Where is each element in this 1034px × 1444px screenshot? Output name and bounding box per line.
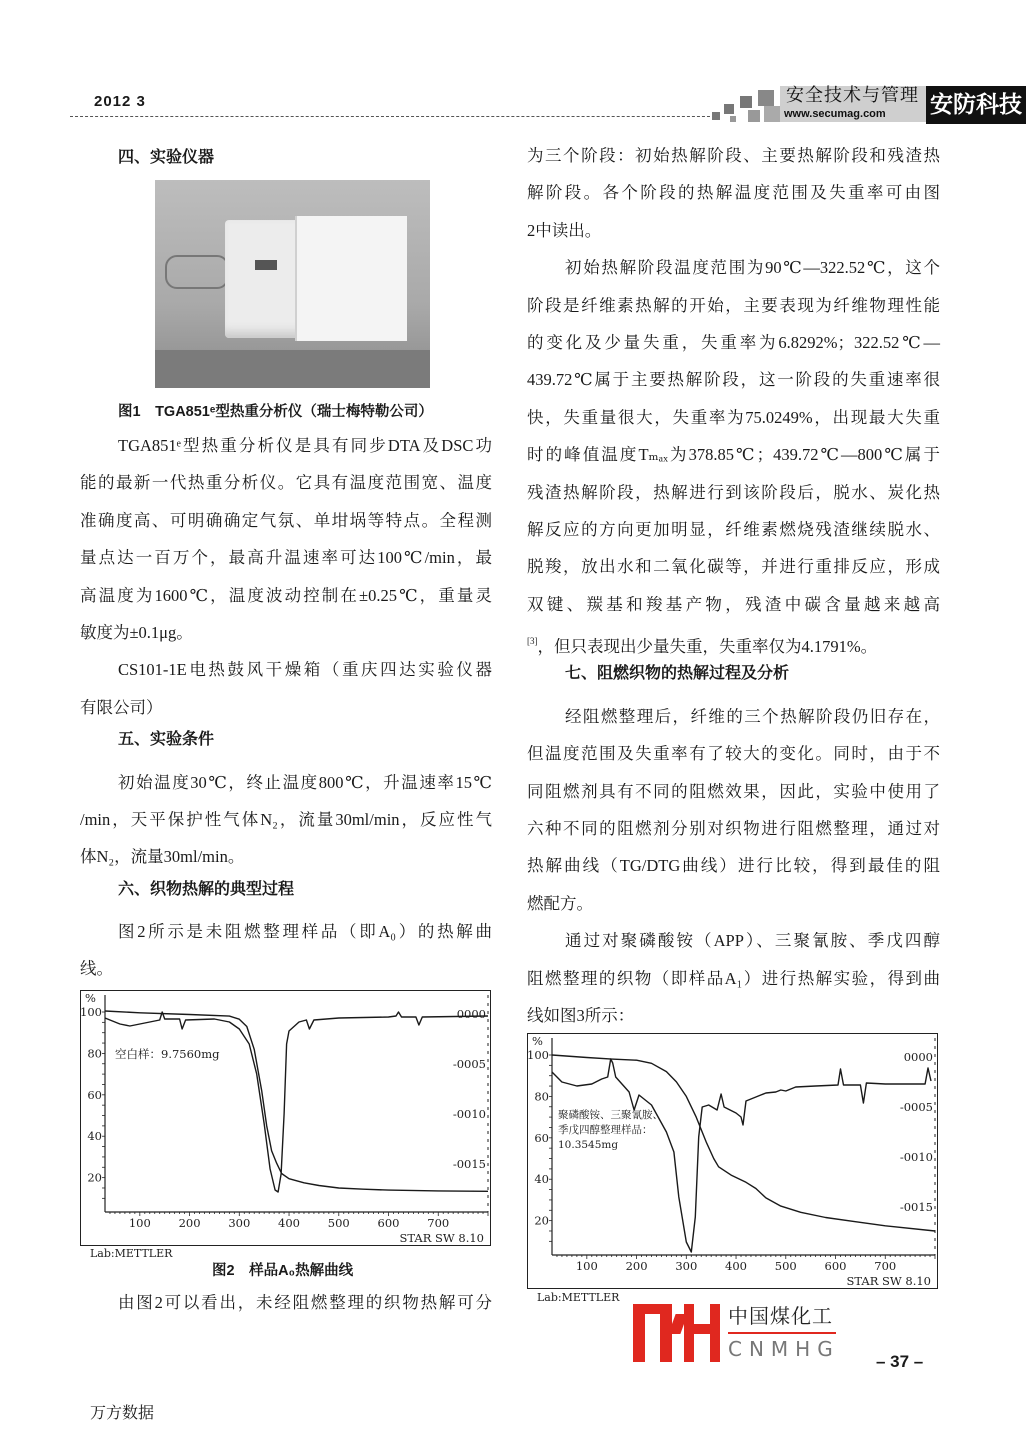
figure2-caption: 图2 样品A₀热解曲线 <box>212 1263 354 1279</box>
watermark-cn-text: 中国煤化工 <box>728 1304 833 1328</box>
x-tick-label: 700 <box>427 1216 450 1230</box>
section-heading: 五、实验条件 <box>118 731 215 749</box>
y2-tick-label: 0000 <box>903 1050 933 1064</box>
text-line: 经阻燃整理后，纤维的三个热解阶段仍旧存在， <box>565 706 940 726</box>
section-heading: 七、阻燃织物的热解过程及分析 <box>565 665 790 683</box>
text-line: 残渣热解阶段，热解进行到该阶段后，脱水、炭化热 <box>527 482 940 502</box>
text-line: 双键、羰基和羧基产物，残渣中碳含量越来越高 <box>527 594 940 614</box>
text-line: 燃配方。 <box>527 893 593 913</box>
right-column-text <box>527 137 940 1034</box>
sample-annotation: 季戊四醇整理样品： <box>558 1124 653 1136</box>
text-line: 敏度为±0.1μg。 <box>80 622 193 642</box>
software-label: STAR SW 8.10 <box>846 1274 931 1288</box>
y-tick-label: 60 <box>534 1130 549 1145</box>
y2-tick-label: 0000 <box>456 1007 486 1021</box>
section-heading: 六、织物热解的典型过程 <box>118 880 295 898</box>
tg-curve <box>105 1011 488 1191</box>
y-tick-label: 60 <box>87 1087 102 1102</box>
figure2-lab-label: Lab:METTLER <box>90 1247 173 1260</box>
text-line: /min，天平保护性气体N₂，流量30ml/min，反应性气 <box>80 809 492 829</box>
y2-tick-label: -0005 <box>899 1100 933 1114</box>
x-tick-label: 700 <box>874 1259 897 1273</box>
text-line: 阻燃整理的织物（即样品A₁）进行热解实验，得到曲 <box>527 968 940 988</box>
text-line: 量点达一百万个，最高升温速率可达100℃/min，最 <box>80 548 492 568</box>
x-tick-label: 200 <box>178 1216 201 1230</box>
dtg-curve <box>105 1012 488 1192</box>
section-heading-instruments: 四、实验仪器 <box>118 149 215 166</box>
citation-ref: [3] <box>527 636 538 647</box>
text-line: 体N₂，流量30ml/min。 <box>80 847 245 867</box>
text-line: 初始温度30℃，终止温度800℃，升温速率15℃ <box>118 772 492 792</box>
text-line: 线。 <box>80 959 113 979</box>
figure1-caption: 图1 TGA851ᵉ型热重分析仪（瑞士梅特勒公司） <box>118 404 433 420</box>
text-line: 准确度高、可明确确定气氛、单坩埚等特点。全程测 <box>80 510 492 530</box>
text-line: 同阻燃剂具有不同的阻燃效果，因此，实验中使用了 <box>527 781 940 801</box>
text-line: 高温度为1600℃，温度波动控制在±0.25℃，重量灵 <box>80 585 492 605</box>
text-line: CS101-1E电热鼓风干燥箱（重庆四达实验仪器 <box>118 660 492 680</box>
text-line: 阶段是纤维素热解的开始，主要表现为纤维物理性能 <box>527 295 940 315</box>
watermark-en-text: CNMHG <box>728 1337 840 1361</box>
y-tick-label: 40 <box>87 1129 102 1144</box>
text-line: 能的最新一代热重分析仪。它具有温度范围宽、温度 <box>80 473 492 493</box>
y-axis-unit: % <box>532 1034 543 1048</box>
x-tick-label: 100 <box>575 1259 598 1273</box>
y2-tick-label: -0010 <box>899 1150 933 1164</box>
y-tick-label: 20 <box>87 1170 102 1185</box>
y2-tick-label: -0005 <box>452 1057 486 1071</box>
figure3-chart <box>527 1033 938 1289</box>
text-line: 的变化及少量失重，失重率为6.8292%；322.52℃— <box>527 332 940 352</box>
brand-label: 安防科技 <box>926 86 1026 124</box>
y-tick-label: 80 <box>87 1046 102 1061</box>
x-tick-label: 400 <box>725 1259 748 1273</box>
y2-tick-label: -0015 <box>899 1200 933 1214</box>
text-line: 初始热解阶段温度范围为90℃—322.52℃，这个 <box>565 258 940 278</box>
text-line: 解阶段。各个阶段的热解温度范围及失重率可由图 <box>527 183 940 203</box>
sample-annotation: 10.3545mg <box>558 1139 619 1151</box>
figure3-lab-label: Lab:METTLER <box>537 1291 620 1304</box>
sample-annotation: 聚磷酸铵、三聚氰胺、 <box>558 1109 663 1121</box>
text-line: 通过对聚磷酸铵（APP）、三聚氰胺、季戊四醇 <box>565 931 940 951</box>
text-line: 有限公司） <box>80 697 163 717</box>
left-column-text <box>80 427 492 988</box>
text-line: 时的峰值温度Tₘₐₓ为378.85℃；439.72℃—800℃属于 <box>527 445 940 465</box>
y-axis-unit: % <box>85 991 96 1005</box>
text-line: 脱羧，放出水和二氧化碳等，并进行重排反应，形成 <box>527 557 940 577</box>
text-line: 由图2可以看出，未经阻燃整理的织物热解可分 <box>118 1293 492 1312</box>
header-rule <box>70 116 720 117</box>
y2-tick-label: -0010 <box>452 1107 486 1121</box>
y-tick-label: 20 <box>534 1213 549 1228</box>
text-line: TGA851ᵉ型热重分析仪是具有同步DTA及DSC功 <box>118 436 492 455</box>
x-tick-label: 500 <box>774 1259 797 1273</box>
x-tick-label: 600 <box>377 1216 400 1230</box>
figure2-chart <box>80 990 491 1246</box>
page-number: – 37 – <box>876 1352 924 1371</box>
text-line: 为三个阶段：初始热解阶段、主要热解阶段和残渣热 <box>527 146 940 165</box>
text-line: 线如图3所示： <box>527 1005 635 1025</box>
text-line <box>527 623 940 660</box>
text-line: 解反应的方向更加明显，纤维素燃烧残渣继续脱水、 <box>527 519 940 539</box>
y-tick-label: 40 <box>534 1172 549 1187</box>
text-line: 热解曲线（TG/DTG曲线）进行比较，得到最佳的阻 <box>527 856 940 876</box>
text-line: 但温度范围及失重率有了较大的变化。同时，由于不 <box>527 744 940 764</box>
left-column-bottom-text <box>80 1284 492 1321</box>
x-tick-label: 100 <box>128 1216 151 1230</box>
x-tick-label: 200 <box>625 1259 648 1273</box>
magazine-url: www.secumag.com <box>784 108 886 120</box>
issue-label: 2012 3 <box>94 93 146 110</box>
y-tick-label: 100 <box>80 1005 102 1019</box>
x-tick-label: 300 <box>675 1259 698 1273</box>
x-tick-label: 400 <box>278 1216 301 1230</box>
text-line: 2中读出。 <box>527 220 602 240</box>
dtg-curve <box>552 1059 931 1252</box>
instrument-photo <box>155 180 430 388</box>
x-tick-label: 500 <box>327 1216 350 1230</box>
text-line: 六种不同的阻燃剂分别对织物进行阻燃整理，通过对 <box>527 819 940 839</box>
y-tick-label: 100 <box>527 1048 549 1062</box>
x-tick-label: 300 <box>228 1216 251 1230</box>
x-tick-label: 600 <box>824 1259 847 1273</box>
footer-source: 万方数据 <box>90 1403 155 1422</box>
text-span: ，但只表现出少量失重，失重率仅为4.1791%。 <box>537 637 878 657</box>
sample-annotation: 空白样：9.7560mg <box>115 1047 220 1061</box>
text-line: 图2所示是未阻燃整理样品（即A₀）的热解曲 <box>118 922 492 942</box>
text-line: 快，失重量很大，失重率为75.0249%，出现最大失重 <box>527 407 940 427</box>
text-line: 439.72℃属于主要热解阶段，这一阶段的失重速率很 <box>527 370 940 390</box>
y2-tick-label: -0015 <box>452 1157 486 1171</box>
magazine-title: 安全技术与管理 <box>786 85 919 106</box>
software-label: STAR SW 8.10 <box>399 1231 484 1245</box>
watermark-logo <box>630 1304 850 1364</box>
y-tick-label: 80 <box>534 1089 549 1104</box>
